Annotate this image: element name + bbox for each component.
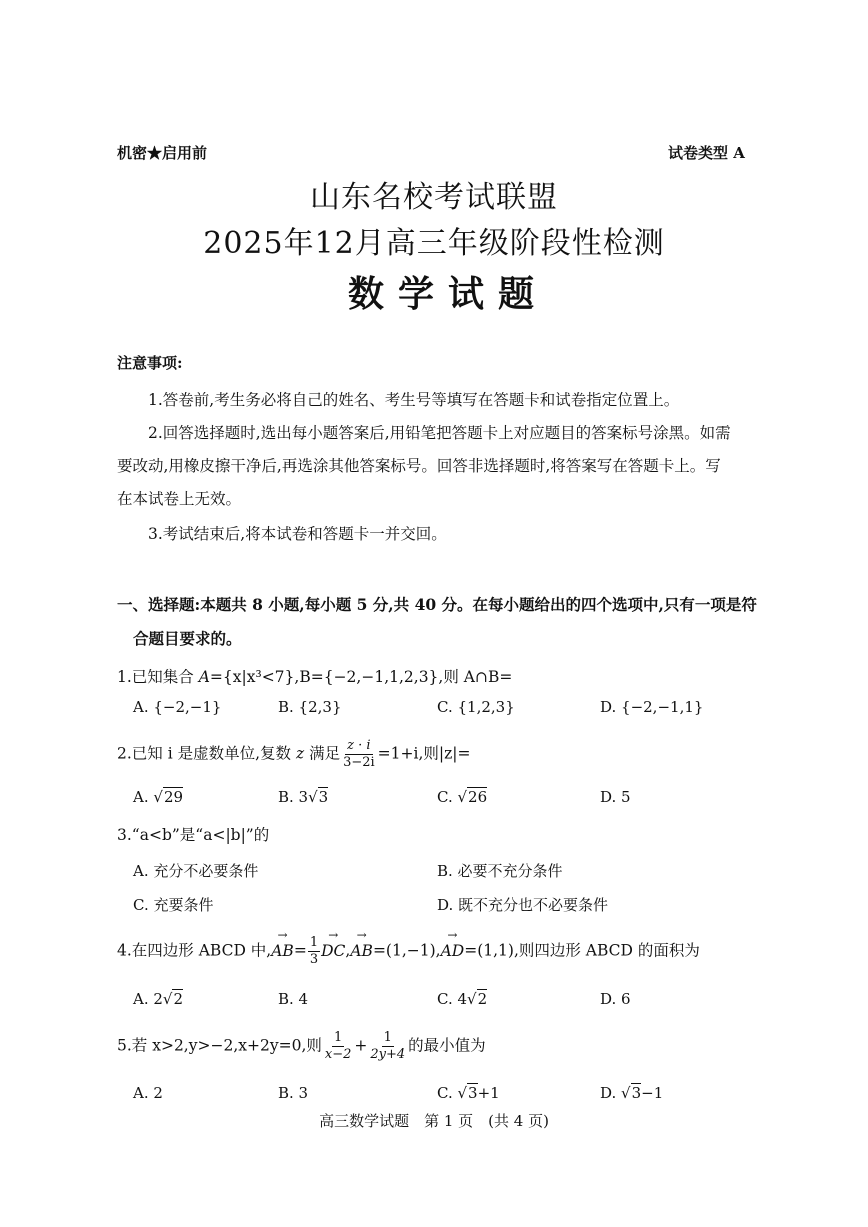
q5-option-a: A. 2	[133, 1084, 163, 1102]
notice-item-2-end: 在本试卷上无效。	[117, 490, 242, 508]
section-heading: 一、选择题:本题共 8 小题,每小题 5 分,共 40 分。在每小题给出的四个选项中,只有一项是符	[117, 595, 757, 614]
subject-title: 数学试题	[347, 273, 548, 315]
q5-option-c: C. √3+1	[437, 1084, 500, 1102]
q3-option-b: B. 必要不充分条件	[437, 862, 563, 880]
exam-date-title: 2025年12月高三年级阶段性检测	[203, 226, 665, 261]
q5-fraction-1: $\frac{1}{x-2}$	[324, 1030, 352, 1062]
exam-org-title: 山东名校考试联盟	[310, 180, 558, 215]
q2-option-b: B. 3√3	[278, 788, 329, 806]
q5-option-d: D. √3−1	[600, 1084, 664, 1102]
confidential-label: 机密★启用前	[117, 144, 208, 162]
q1-option-b: B. {2,3}	[278, 698, 342, 716]
q4-option-a: A. 2√2	[133, 990, 184, 1008]
question-4-stem: 4.在四边形 ABCD 中,→ AB= $\frac{1}{3}$ → DC,→ AB=(1,−1),→ AD=(1,1),则四边形 ABCD 的面积为	[117, 935, 700, 968]
page-footer: 高三数学试题 第 1 页 (共 4 页)	[319, 1112, 549, 1130]
q2-option-d: D. 5	[600, 788, 631, 806]
q4-option-d: D. 6	[600, 990, 631, 1008]
q4-option-b: B. 4	[278, 990, 309, 1008]
q2-option-a: A. √29	[133, 788, 184, 806]
q1-option-a: A. {−2,−1}	[133, 698, 222, 716]
q2-option-c: C. √26	[437, 788, 488, 806]
question-2-stem: 2.已知 i 是虚数单位,复数 z 满足 $\frac{z \cdot i}{3-2i}$ =1+i,则|z|=	[117, 738, 471, 770]
q5-option-b: B. 3	[278, 1084, 309, 1102]
q5-fraction-2: $\frac{1}{2y+4}$	[370, 1030, 406, 1062]
q4-option-c: C. 4√2	[437, 990, 488, 1008]
notice-heading: 注意事项:	[117, 354, 183, 372]
notice-item-2-cont: 要改动,用橡皮擦干净后,再选涂其他答案标号。回答非选择题时,将答案写在答题卡上。写	[117, 457, 721, 475]
q3-option-d: D. 既不充分也不必要条件	[437, 896, 609, 914]
q3-option-c: C. 充要条件	[133, 896, 214, 914]
question-1-stem: 1.已知集合 A={x|x³<7},B={−2,−1,1,2,3},则 A∩B=	[117, 668, 513, 686]
paper-type-label: 试卷类型 A	[668, 144, 745, 162]
q1-option-c: C. {1,2,3}	[437, 698, 515, 716]
section-heading-cont: 合题目要求的。	[133, 629, 242, 648]
question-5-stem: 5.若 x>2,y>−2,x+2y=0,则 $\frac{1}{x-2}$ + $\frac{1}{2y+4}$ 的最小值为	[117, 1030, 486, 1062]
q4-fraction: $\frac{1}{3}$	[309, 935, 319, 967]
notice-item-1: 1.答卷前,考生务必将自己的姓名、考生号等填写在答题卡和试卷指定位置上。	[148, 391, 680, 409]
notice-item-2: 2.回答选择题时,选出每小题答案后,用铅笔把答题卡上对应题目的答案标号涂黑。如需	[148, 424, 731, 442]
q3-option-a: A. 充分不必要条件	[133, 862, 259, 880]
question-3-stem: 3.“a<b”是“a<|b|”的	[117, 826, 270, 844]
q1-option-d: D. {−2,−1,1}	[600, 698, 704, 716]
notice-item-3: 3.考试结束后,将本试卷和答题卡一并交回。	[148, 525, 447, 543]
q2-fraction: $\frac{z \cdot i}{3-2i}$	[343, 738, 375, 770]
